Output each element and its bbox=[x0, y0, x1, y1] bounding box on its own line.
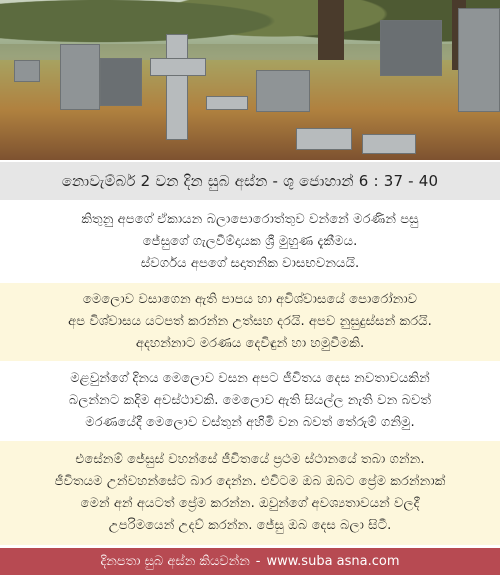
verse-line: එසේනම් ජේසුස් වහන්සේ ජීවිතයේ ප්‍රථම ස්ථානයේ තබා ගන්න. bbox=[75, 452, 425, 467]
headstone bbox=[60, 44, 100, 110]
verse-block-3 bbox=[0, 364, 500, 438]
verse-block-2 bbox=[0, 283, 500, 361]
verse-line: අදහන්නාට මරණය දෙවිඳුන් හා හමුවීමකි. bbox=[135, 336, 365, 351]
verse-block-1 bbox=[0, 204, 500, 280]
footer-separator: - bbox=[255, 554, 261, 569]
verse-line: ජේසුගේ ගැලවීම්දායක ශ්‍රී මුහුණ දැකීමය. bbox=[142, 234, 358, 249]
website-link[interactable]: www.suba asna.com bbox=[266, 554, 400, 569]
verse-line: මෙන් අන් අයටත් ප්‍රේම කරන්න. ඔවුන්ගේ අවශ්‍යතාවයන් වලදී bbox=[80, 496, 420, 511]
verse-line: බලන්නට කදිම අවස්ථාවකි. මෙලොව ඇති සියල්ල නැති වන බවත් bbox=[68, 393, 432, 408]
verse-line: කිතුනු අපගේ ඒකායන බලාපොරොත්තුව වන්නේ මරණින් පසු bbox=[81, 212, 419, 227]
footer-banner bbox=[0, 548, 500, 575]
cross-headstone bbox=[166, 34, 188, 140]
verse-line: මරණයේදී මෙලොව වස්තුන් අහිමි වන බවත් තේරුම් ගනිමු. bbox=[85, 415, 415, 430]
page-title: නොවැම්බර් 2 වන දින සුබ අස්න - ශු ජොහාන් 6 : 37 - 40 bbox=[61, 172, 439, 190]
verse-title-bar bbox=[0, 162, 500, 200]
cross-headstone-arm bbox=[150, 58, 206, 76]
headstone bbox=[100, 58, 142, 106]
flat-stone bbox=[296, 128, 352, 150]
flat-stone bbox=[362, 134, 416, 154]
verse-line: මෙලොව වසාගෙන ඇති පාපය හා අවිශ්වාසයේ පොරෝනාව bbox=[82, 292, 418, 307]
headstone bbox=[14, 60, 40, 82]
footer-label: දිනපතා සුබ අස්න කියවන්න bbox=[100, 554, 250, 569]
verse-line: උපරිමයෙන් උදව් කරන්න. ජේසු ඔබ දෙස බලා සිටී. bbox=[108, 518, 392, 533]
verse-block-4 bbox=[0, 441, 500, 545]
verse-line: ජීවිතයම උන්වහන්සේට බාර දෙන්න. එවිටම ඔබ ඔබට ප්‍රේම කරන්නාක් bbox=[54, 474, 446, 489]
verse-line: මළවුන්ගේ දිනය මෙලොව වසන අපට ජීවිතය දෙස නවතාවයකින් bbox=[70, 371, 430, 386]
cemetery-photo bbox=[0, 0, 500, 160]
verse-line: අප විශ්වාසය යටපත් කරන්න උත්සහ දරයි. අපව නුසුදුස්සන් කරයි. bbox=[68, 314, 432, 329]
tree-trunk bbox=[318, 0, 344, 60]
monument bbox=[380, 20, 442, 76]
monument bbox=[458, 8, 500, 112]
flat-stone bbox=[206, 96, 248, 110]
headstone bbox=[256, 70, 310, 112]
verse-line: ස්වර්ගය අපගේ සදාතනික වාසභවනයයි. bbox=[140, 256, 360, 271]
